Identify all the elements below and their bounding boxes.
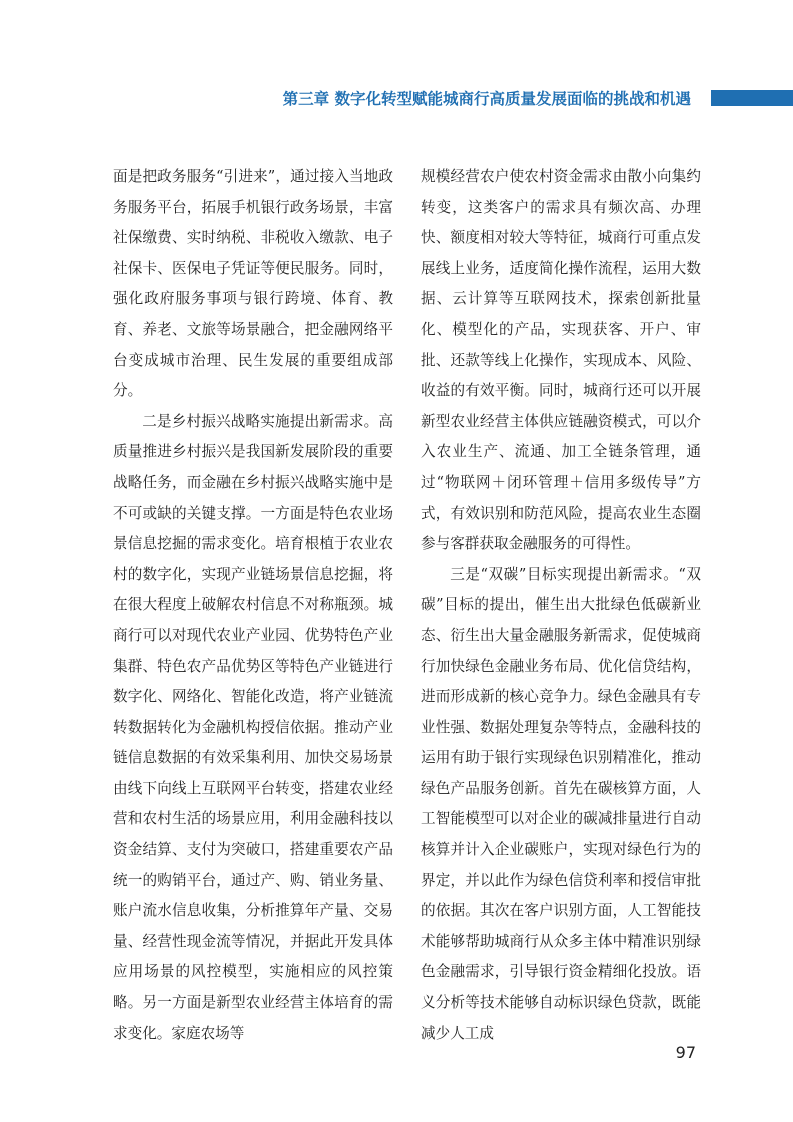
running-header — [0, 84, 793, 112]
header-accent-bar — [711, 90, 793, 106]
chapter-title: 第三章 数字化转型赋能城商行高质量发展面临的挑战和机遇 — [282, 90, 691, 108]
left-column — [113, 162, 393, 1049]
right-paragraph-1: 规模经营农户使农村资金需求由散小向集约转变，这类客户的需求具有频次高、办理快、额度相对较大等特征，城商行可重点发展线上业务，适度简化操作流程，运用大数据、云计算等互联网技术，探索创新批量化、模型化的产品，实现获客、开户、审批、还款等线上化操作，实现成本、风险、收益的有效平衡。同时，城商行还可以开展新型农业经营主体供应链融资模式，可以介入农业生产、流通、加工全链条管理，通过“物联网＋闭环管理＋信用多级传导”方式，有效识别和防范风险，提高农业生态圈参与客群获取金融服务的可得性。 — [421, 168, 701, 553]
left-paragraph-2: 二是乡村振兴战略实施提出新需求。高质量推进乡村振兴是我国新发展阶段的重要战略任务，而金融在乡村振兴战略实施中是不可或缺的关键支撑。一方面是特色农业场景信息挖掘的需求变化。培育根植于农业农村的数字化，实现产业链场景信息挖掘，将在很大程度上破解农村信息不对称瓶颈。城商行可以对现代农业产业园、优势特色产业集群、特色农产品优势区等特色产业链进行数字化、网络化、智能化改造，将产业链流转数据转化为金融机构授信依据。推动产业链信息数据的有效采集利用、加快交易场景由线下向线上互联网平台转变，搭建农业经营和农村生活的场景应用，利用金融科技以资金结算、支付为突破口，搭建重要农产品统一的购销平台，通过产、购、销业务量、账户流水信息收集，分析推算年产量、交易量、经营性现金流等情况，并据此开发具体应用场景的风控模型，实施相应的风控策略。另一方面是新型农业经营主体培育的需求变化。家庭农场等 — [113, 412, 393, 1042]
right-paragraph-2: 三是“双碳”目标实现提出新需求。“双碳”目标的提出，催生出大批绿色低碳新业态、衍生出大量金融服务新需求，促使城商行加快绿色金融业务布局、优化信贷结构，进而形成新的核心竞争力。绿色金融具有专业性强、数据处理复杂等特点，金融科技的运用有助于银行实现绿色识别精准化，推动绿色产品服务创新。首先在碳核算方面，人工智能模型可以对企业的碳减排量进行自动核算并计入企业碳账户，实现对绿色行为的界定，并以此作为绿色信贷利率和授信审批的依据。其次在客户识别方面，人工智能技术能够帮助城商行从众多主体中精准识别绿色金融需求，引导银行资金精细化投放。语义分析等技术能够自动标识绿色贷款，既能减少人工成 — [421, 565, 701, 1042]
right-column — [421, 162, 701, 1049]
left-paragraph-1: 面是把政务服务“引进来”，通过接入当地政务服务平台，拓展手机银行政务场景，丰富社保缴费、实时纳税、非税收入缴款、电子社保卡、医保电子凭证等便民服务。同时，强化政府服务事项与银行跨境、体育、教育、养老、文旅等场景融合，把金融网络平台变成城市治理、民生发展的重要组成部分。 — [113, 168, 393, 400]
page-number: 97 — [675, 1043, 696, 1062]
